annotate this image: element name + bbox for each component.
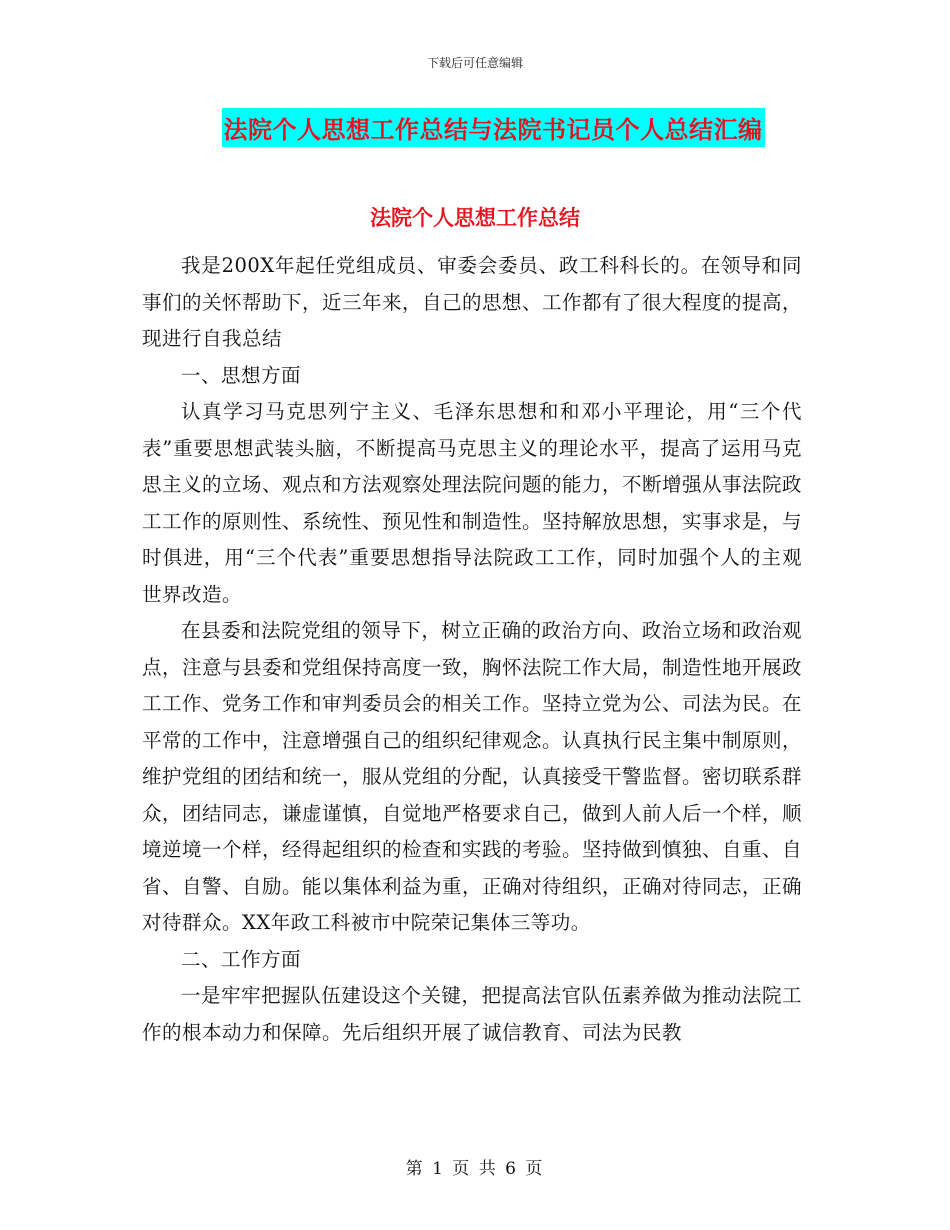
paragraph: 在县委和法院党组的领导下，树立正确的政治方向、政治立场和政治观点，注意与县委和党组保持高度一致，胸怀法院工作大局，制造性地开展政工工作、党务工作和审判委员会的相关工作。坚持立党为公、司法为民。在平常的工作中，注意增强自己的组织纪律观念。认真执行民主集中制原则，维护党组的团结和统一，服从党组的分配，认真接受干警监督。密切联系群众，团结同志，谦虚谨慎，自觉地严格要求自己，做到人前人后一个样，顺境逆境一个样，经得起组织的检查和实践的考验。坚持做到慎独、自重、自省、自警、自励。能以集体利益为重，正确对待组织，正确对待同志，正确对待群众。XX年政工科被市中院荣记集体三等功。: [142, 619, 803, 934]
header-note: 下载后可任意编辑: [426, 56, 523, 70]
paragraph: 我是200X年起任党组成员、审委会委员、政工科科长的。在领导和同事们的关怀帮助下，近三年来，自己的思想、工作都有了很大程度的提高，现进行自我总结: [142, 254, 803, 350]
section-title: 法院个人思想工作总结: [370, 205, 580, 230]
page-number: 第 1 页 共 6 页: [405, 1159, 545, 1179]
section-heading: 一、思想方面: [181, 363, 302, 387]
main-title: 法院个人思想工作总结与法院书记员个人总结汇编: [222, 108, 765, 147]
paragraph: 认真学习马克思列宁主义、毛泽东思想和和邓小平理论，用“三个代表”重要思想武装头脑，不断提高马克思主义的理论水平，提高了运用马克思主义的立场、观点和方法观察处理法院问题的能力，不断增强从事法院政工工作的原则性、系统性、预见性和制造性。坚持解放思想，实事求是，与时俱进，用“三个代表”重要思想指导法院政工工作，同时加强个人的主观世界改造。: [142, 400, 803, 606]
section-heading: 二、工作方面: [181, 947, 302, 971]
document-body: [142, 248, 802, 1051]
paragraph: 一是牢牢把握队伍建设这个关键，把提高法官队伍素养做为推动法院工作的根本动力和保障。先后组织开展了诚信教育、司法为民教: [142, 984, 802, 1044]
main-title-container: [0, 108, 950, 147]
